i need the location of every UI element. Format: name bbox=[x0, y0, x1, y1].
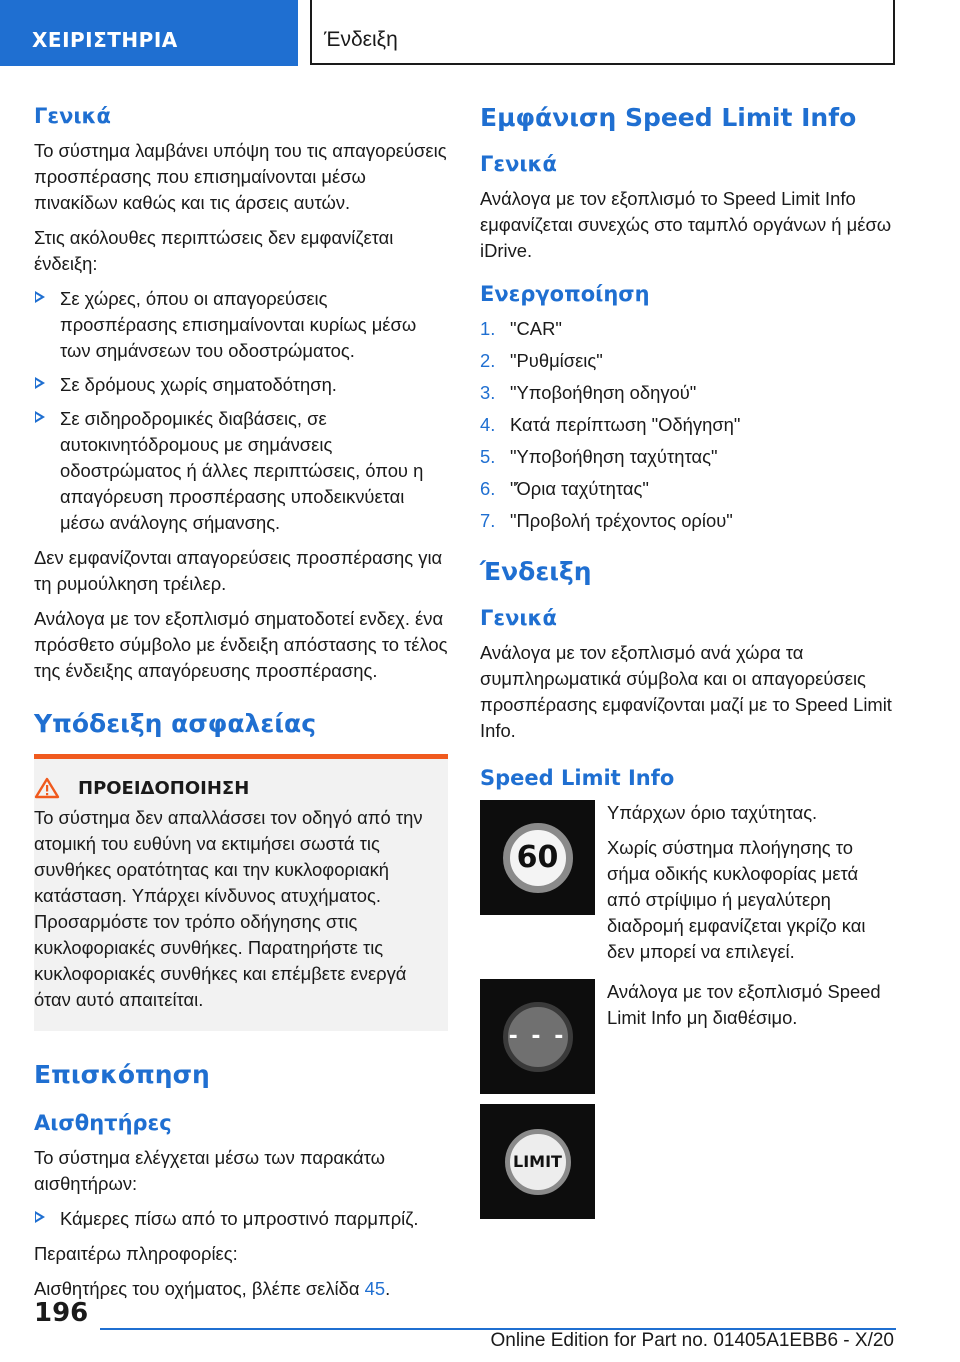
step-number: 1. bbox=[480, 318, 496, 339]
triangle-bullet-icon bbox=[35, 377, 45, 389]
step-item bbox=[480, 444, 895, 470]
triangle-bullet-icon bbox=[35, 411, 45, 423]
general-paragraph-2: Στις ακόλουθες περιπτώσεις δεν εμφανίζεται ένδειξη: bbox=[34, 227, 394, 274]
limit-icon: LIMIT bbox=[505, 1129, 571, 1195]
limit-block bbox=[480, 1104, 895, 1219]
right-column bbox=[480, 100, 895, 1219]
step-text: "Όρια ταχύτητας" bbox=[510, 478, 649, 499]
safety-heading: Υπόδειξη ασφαλείας bbox=[34, 709, 317, 738]
general-paragraph-3: Δεν εμφανίζονται απαγορεύσεις προσπέρασης για τη ρυμούλκηση τρέιλερ. bbox=[34, 547, 443, 594]
list-item bbox=[34, 1206, 448, 1232]
speed-limit-paragraph-2: Χωρίς σύστημα πλοήγησης το σήμα οδικής κυκλοφορίας μετά από στρίψιμο ή μεγαλύτερη διαδρομή εμφανίζεται γκρίζο και δεν μπορεί να επιλεγεί. bbox=[607, 837, 866, 962]
sensors-reference-suffix: . bbox=[385, 1278, 391, 1299]
step-number: 4. bbox=[480, 414, 496, 435]
section-title: Ένδειξη bbox=[310, 0, 895, 65]
general-paragraph-1: Το σύστημα λαμβάνει υπόψη του τις απαγορεύσεις προσπέρασης που επισημαίνονται μέσω πινακίδων καθώς και τις άρσεις αυτών. bbox=[34, 140, 447, 213]
chapter-tab: ΧΕΙΡΙΣΤΗΡΙΑ bbox=[0, 0, 298, 66]
list-item-text: Σε σιδηροδρομικές διαβάσεις, σε αυτοκινητόδρομους με σημάνσεις οδοστρώματος ή άλλες περιπτώσεις, όπου η απαγόρευση προσπέρασης υποδεικνύεται μέσω ανάλογης σήμανσης. bbox=[60, 408, 424, 533]
step-text: "Ρυθμίσεις" bbox=[510, 350, 603, 371]
step-text: "CAR" bbox=[510, 318, 562, 339]
step-number: 3. bbox=[480, 382, 496, 403]
warning-text: Το σύστημα δεν απαλλάσσει τον οδηγό από την ατομική του ευθύνη να εκτιμήσει σωστά τις συνθήκες ορατότητας και την κυκλοφοριακή κατάσταση. Υπάρχει κίνδυνος ατυχήματος. Προσαρμόστε τον τρόπο οδήγησης στις κυκλοφοριακές συνθήκες. Παρατηρήστε τις κυκλοφοριακές συνθήκες και επέμβετε ενεργά όταν αυτό απαιτείται. bbox=[34, 807, 423, 1010]
activation-heading: Ενεργοποίηση bbox=[480, 282, 650, 306]
step-text: "Υποβοήθηση ταχύτητας" bbox=[510, 446, 718, 467]
general-paragraph-4: Ανάλογα με τον εξοπλισμό σηματοδοτεί ενδεχ. ένα πρόσθετο σύμβολο με ένδειξη απόστασης το τέλος της ένδειξης απαγόρευσης προσπέρασης. bbox=[34, 608, 448, 681]
step-item bbox=[480, 476, 895, 502]
display-paragraph: Ανάλογα με τον εξοπλισμό ανά χώρα τα συμπληρωματικά σύμβολα και οι απαγορεύσεις προσπέρασης εμφανίζονται μαζί με το Speed Limit Info. bbox=[480, 642, 892, 741]
list-item-text: Σε χώρες, όπου οι απαγορεύσεις προσπέρασης επισημαίνονται κυρίως μέσω των σημάνσεων του οδοστρώματος. bbox=[60, 288, 417, 361]
unavailable-sign-image bbox=[480, 979, 595, 1094]
display-general-heading: Γενικά bbox=[480, 606, 557, 630]
step-number: 7. bbox=[480, 510, 496, 531]
step-item bbox=[480, 348, 895, 374]
general-heading: Γενικά bbox=[34, 104, 111, 128]
general-heading: Γενικά bbox=[480, 152, 557, 176]
step-text: "Προβολή τρέχοντος ορίου" bbox=[510, 510, 733, 531]
activation-steps bbox=[480, 316, 895, 534]
unavailable-text bbox=[595, 979, 895, 1094]
main-heading: Εμφάνιση Speed Limit Info bbox=[480, 103, 857, 132]
speed-limit-paragraph-1: Υπάρχων όριο ταχύτητας. bbox=[607, 802, 818, 823]
page-reference-link[interactable]: 45 bbox=[364, 1278, 386, 1299]
warning-triangle-icon bbox=[34, 777, 60, 799]
step-item bbox=[480, 508, 895, 534]
list-item bbox=[34, 372, 448, 398]
step-number: 6. bbox=[480, 478, 496, 499]
sensors-paragraph-3 bbox=[34, 1276, 448, 1302]
step-item bbox=[480, 316, 895, 342]
list-item bbox=[34, 286, 448, 364]
overview-heading: Επισκόπηση bbox=[34, 1060, 210, 1089]
unavailable-block bbox=[480, 979, 895, 1094]
page-number: 196 bbox=[34, 1298, 89, 1328]
sensors-paragraph-1: Το σύστημα ελέγχεται μέσω των παρακάτω αισθητήρων: bbox=[34, 1147, 386, 1194]
sensors-list bbox=[34, 1206, 448, 1232]
list-item bbox=[34, 406, 448, 536]
step-item bbox=[480, 412, 895, 438]
triangle-bullet-icon bbox=[35, 1211, 45, 1223]
step-item bbox=[480, 380, 895, 406]
warning-title bbox=[34, 777, 432, 799]
step-text: Κατά περίπτωση "Οδήγηση" bbox=[510, 414, 741, 435]
list-item-text: Σε δρόμους χωρίς σηματοδότηση. bbox=[60, 374, 337, 395]
speed-limit-sign-image bbox=[480, 800, 595, 915]
speed-limit-60-icon: 60 bbox=[503, 823, 573, 893]
display-heading: Ένδειξη bbox=[480, 557, 592, 586]
unavailable-paragraph: Ανάλογα με τον εξοπλισμό Speed Limit Info μη διαθέσιμο. bbox=[607, 981, 881, 1028]
list-item-text: Κάμερες πίσω από το μπροστινό παρμπρίζ. bbox=[60, 1208, 419, 1229]
step-text: "Υποβοήθηση οδηγού" bbox=[510, 382, 697, 403]
no-display-list bbox=[34, 286, 448, 536]
speed-limit-info-heading: Speed Limit Info bbox=[480, 766, 675, 790]
footer-edition: Online Edition for Part no. 01405A1EBB6 - X/20 bbox=[490, 1330, 894, 1351]
step-number: 5. bbox=[480, 446, 496, 467]
sensors-heading: Αισθητήρες bbox=[34, 1111, 172, 1135]
speed-limit-unavailable-icon: - - - bbox=[503, 1002, 573, 1072]
warning-box bbox=[34, 754, 448, 1031]
limit-sign-image bbox=[480, 1104, 595, 1219]
warning-title-text: ΠΡΟΕΙΔΟΠΟΙΗΣΗ bbox=[78, 777, 250, 799]
triangle-bullet-icon bbox=[35, 291, 45, 303]
sensors-paragraph-2: Περαιτέρω πληροφορίες: bbox=[34, 1243, 238, 1264]
sensors-reference-text: Αισθητήρες του οχήματος, βλέπε σελίδα bbox=[34, 1278, 365, 1299]
general-paragraph: Ανάλογα με τον εξοπλισμό το Speed Limit Info εμφανίζεται συνεχώς στο ταμπλό οργάνων ή μέσω iDrive. bbox=[480, 188, 892, 261]
step-number: 2. bbox=[480, 350, 496, 371]
left-column bbox=[34, 100, 448, 1311]
